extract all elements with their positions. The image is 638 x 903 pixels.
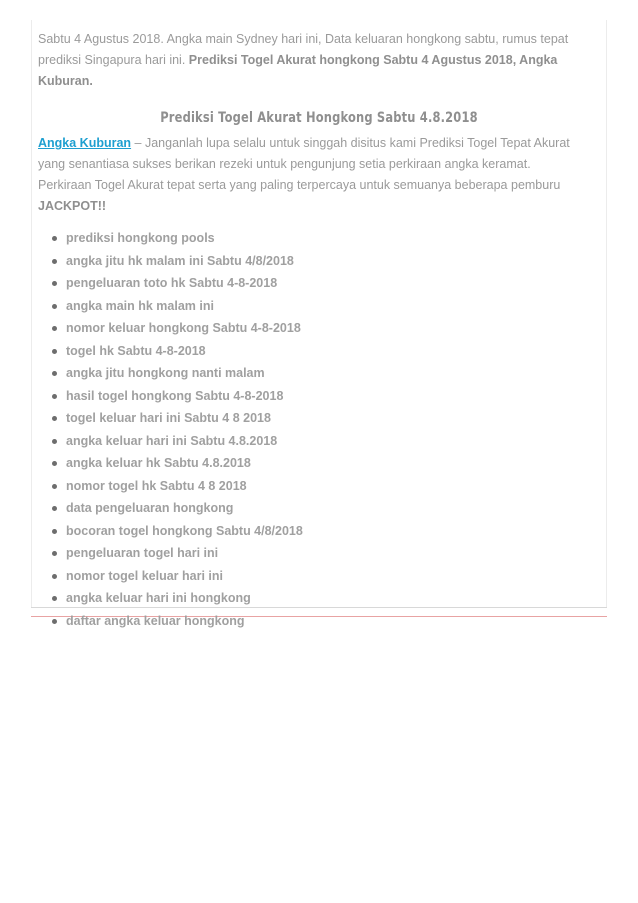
- list-item: togel keluar hari ini Sabtu 4 8 2018: [47, 407, 600, 430]
- body-text: – Janganlah lupa selalu untuk singgah disitus kami Prediksi Togel Tepat Akurat yang senantiasa sukses berikan rezeki untuk pengunjung setia perkiraan angka keramat.: [38, 136, 570, 171]
- list-item: nomor togel keluar hari ini: [47, 565, 600, 588]
- list-item: angka keluar hk Sabtu 4.8.2018: [47, 452, 600, 475]
- list-item: angka jitu hongkong nanti malam: [47, 362, 600, 385]
- list-item: daftar angka keluar hongkong: [47, 610, 600, 633]
- list-item: pengeluaran togel hari ini: [47, 542, 600, 565]
- list-item: hasil togel hongkong Sabtu 4-8-2018: [47, 385, 600, 408]
- angka-kuburan-link[interactable]: Angka Kuburan: [38, 136, 132, 150]
- intro-paragraph: [38, 29, 600, 92]
- article-content: [38, 29, 600, 632]
- intro-bold-text: Prediksi Togel Akurat hongkong Sabtu 4 Agustus 2018, Angka Kuburan.: [38, 53, 558, 88]
- list-item: angka main hk malam ini: [47, 295, 600, 318]
- jackpot-text: JACKPOT!!: [38, 199, 107, 213]
- list-item: togel hk Sabtu 4-8-2018: [47, 340, 600, 363]
- list-item: angka keluar hari ini hongkong: [47, 587, 600, 610]
- list-item: angka keluar hari ini Sabtu 4.8.2018: [47, 430, 600, 453]
- body-paragraph: [38, 133, 600, 175]
- article-heading: Prediksi Togel Akurat Hongkong Sabtu 4.8.2018: [160, 110, 478, 126]
- body-text-2: Perkiraan Togel Akurat tepat serta yang paling terpercaya untuk semuanya beberapa pemburu: [38, 178, 561, 192]
- intro-text: Sabtu 4 Agustus 2018. Angka main Sydney hari ini, Data keluaran hongkong sabtu, rumus tepat prediksi Singapura hari ini.: [38, 32, 569, 67]
- list-item: nomor togel hk Sabtu 4 8 2018: [47, 475, 600, 498]
- list-item: prediksi hongkong pools: [47, 227, 600, 250]
- list-item: angka jitu hk malam ini Sabtu 4/8/2018: [47, 250, 600, 273]
- list-item: pengeluaran toto hk Sabtu 4-8-2018: [47, 272, 600, 295]
- list-item: nomor keluar hongkong Sabtu 4-8-2018: [47, 317, 600, 340]
- list-item: data pengeluaran hongkong: [47, 497, 600, 520]
- body-paragraph-2: [38, 175, 600, 217]
- list-item: bocoran togel hongkong Sabtu 4/8/2018: [47, 520, 600, 543]
- keyword-list: [38, 227, 600, 632]
